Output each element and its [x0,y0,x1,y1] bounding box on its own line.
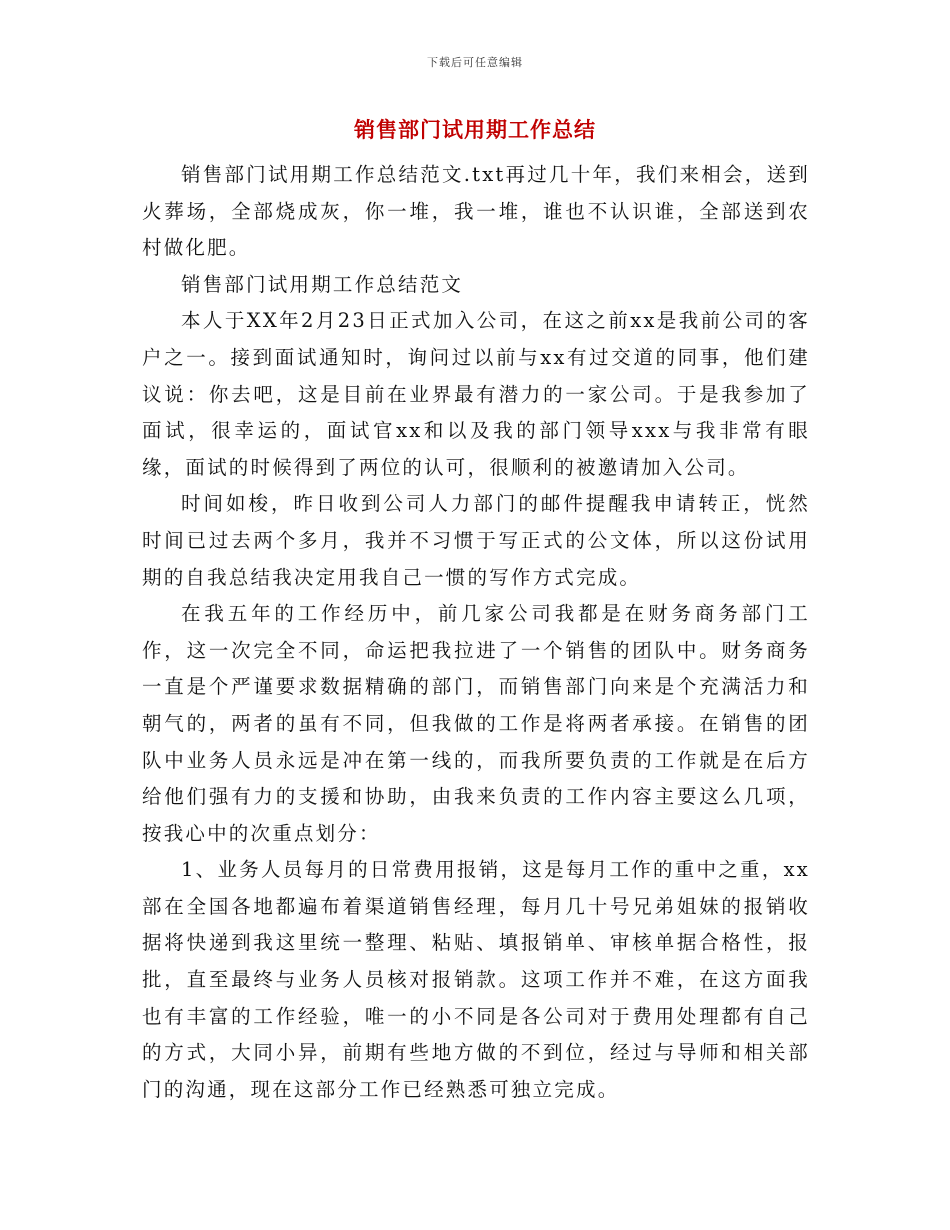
paragraph-item-1: 1、业务人员每月的日常费用报销，这是每月工作的重中之重，xx部在全国各地都遍布着渠道销售经理，每月几十号兄弟姐妹的报销收据将快递到我这里统一整理、粘贴、填报销单、审核单据合格性，报批，直至最终与业务人员核对报销款。这项工作并不难，在这方面我也有丰富的工作经验，唯一的小不同是各公司对于费用处理都有自己的方式，大同小异，前期有些地方做的不到位，经过与导师和相关部门的沟通，现在这部分工作已经熟悉可独立完成。 [142,858,810,1101]
paragraph-experience: 在我五年的工作经历中，前几家公司我都是在财务商务部门工作，这一次完全不同，命运把我拉进了一个销售的团队中。财务商务一直是个严谨要求数据精确的部门，而销售部门向来是个充满活力和朝气的，两者的虽有不同，但我做的工作是将两者承接。在销售的团队中业务人员永远是冲在第一线的，而我所要负责的工作就是在后方给他们强有力的支援和协助，由我来负责的工作内容主要这么几项，按我心中的次重点划分： [142,602,810,845]
document-body [142,157,810,1108]
document-title: 销售部门试用期工作总结 [354,117,596,142]
paragraph-intro: 销售部门试用期工作总结范文.txt再过几十年，我们来相会，送到火葬场，全部烧成灰，你一堆，我一堆，谁也不认识谁，全部送到农村做化肥。 [142,163,810,260]
paragraph-subtitle: 销售部门试用期工作总结范文 [181,272,464,296]
paragraph-joining: 本人于XX年2月23日正式加入公司，在这之前xx是我前公司的客户之一。接到面试通知时，询问过以前与xx有过交道的同事，他们建议说：你去吧，这是目前在业界最有潜力的一家公司。于是我参加了面试，很幸运的，面试官xx和以及我的部门领导xxx与我非常有眼缘，面试的时候得到了两位的认可，很顺利的被邀请加入公司。 [142,309,810,479]
paragraph-time: 时间如梭，昨日收到公司人力部门的邮件提醒我申请转正，恍然时间已过去两个多月，我并不习惯于写正式的公文体，所以这份试用期的自我总结我决定用我自己一惯的写作方式完成。 [142,492,810,589]
header-note: 下载后可任意编辑 [427,56,523,69]
